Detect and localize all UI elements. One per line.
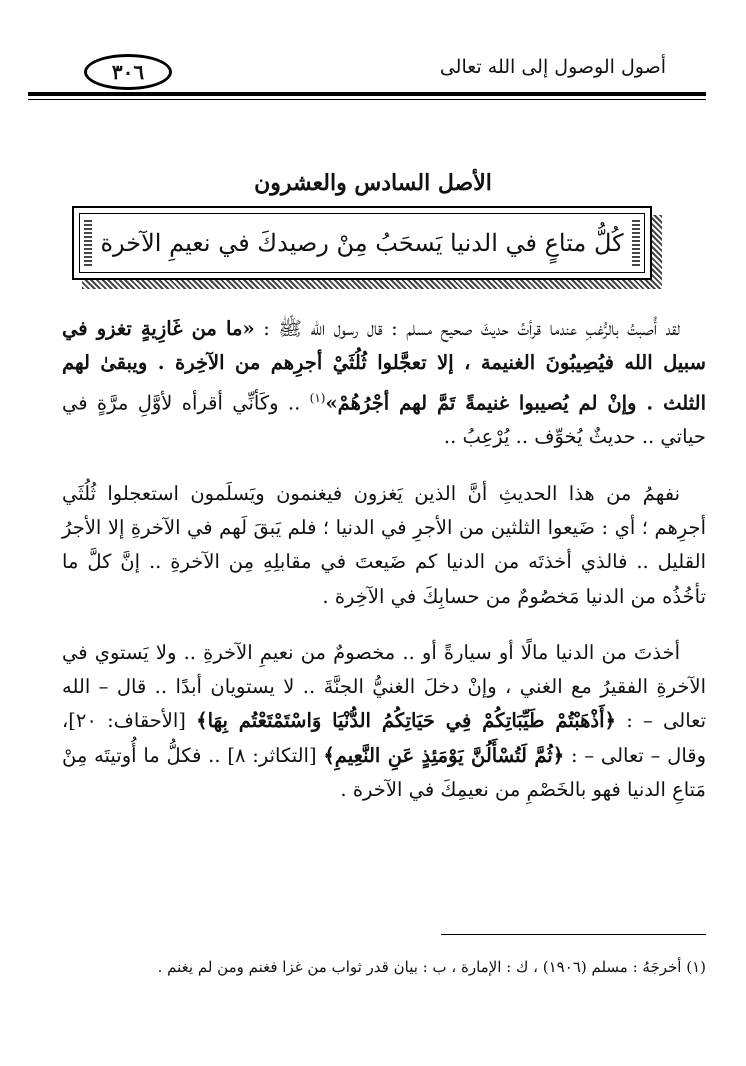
paragraph-text: لقد أُصبتُ بالرُّغبِ عندما قرأتُ حديثَ صحيح مسلم : قال رسول الله ﷺ :: [254, 317, 680, 340]
paragraph-text: [الأحقاف: ٢٠]، وقال – تعالى – :: [62, 709, 707, 767]
title-box-text: كُلُّ متاعٍ في الدنيا يَسحَبُ مِنْ رصيدكَ في نعيمِ الآخرة: [100, 229, 624, 257]
paragraph-text: .. وكَأنِّي أقرأه لأوَّلِ مرَّةٍ في حياتي .. حديثٌ يُخوِّف .. يُرْعِبُ ..: [62, 391, 706, 449]
paragraph-text: نفهمُ من هذا الحديثِ أنَّ الذين يَغزون فيغنمون ويَسلَمون استعجلوا ثُلُثَي أجرِهم ؛ أي : ضَيعوا الثلثين من الأجرِ في الدنيا ؛ فلم يَبقَ لَهم في الآخرةِ إلا الأجرُ القليل .. فالذي أخذتَه من الدنيا كم ضَيعتَ في مقابلِهِ مِن الآخرةِ .. إنَّ كلَّ ما تأخُذُه من الدنيا مَخصُومٌ من حسابِكَ في الآخِرة .: [62, 481, 706, 608]
quoted-text: «ما من غَازِيةٍ تغزو في سبيل الله فيُصِيبُونَ الغنيمة ، إلا تعجَّلوا ثُلُثَيْ أجرِهم من الآخِرة . ويبقىٰ لهم الثلث . وإنْ لم يُصيبوا غنيمةً تَمَّ لهم أجْرُهُمْ»: [62, 317, 706, 415]
paragraph-text: [التكاثر: ٨] .. فكلُّ ما أُوتيتَه مِنْ مَتاعِ الدنيا فهو بالخَصْمِ من نعيمِكَ في الآخرة .: [62, 743, 706, 802]
paragraph: [62, 477, 706, 614]
footnote: (١) أخرجَهُ : مسلم (١٩٠٦) ، ك : الإمارة ، ب : بيان قدر ثواب من غزا فغنم ومن لم يغنم .: [157, 958, 706, 976]
footnote-rule: [441, 934, 706, 935]
page-header: [28, 44, 706, 94]
paragraph-text: أخذتَ من الدنيا مالًا أو سيارةً أو .. مخصومٌ من نعيمِ الآخرةِ .. ولا يَستوي في الآخرةِ الفقيرُ مع الغني ، وإنْ دخلَ الغنيُّ الجنَّةَ .. لا يستويان أبدًا .. قال – الله تعالى – :: [62, 640, 707, 733]
title-box-stripe-right: [632, 220, 640, 266]
quoted-text: ﴿ثُمَّ لَتُسْأَلُنَّ يَوْمَئِذٍ عَنِ النَّعِيمِ﴾: [323, 743, 565, 767]
body-text: [62, 312, 706, 829]
chapter-title: الأصل السادس والعشرون: [254, 170, 492, 196]
page-number: ٣٠٦: [84, 54, 172, 90]
title-box: [72, 206, 652, 280]
paragraph: [62, 636, 706, 807]
quoted-text: ﴿أَذْهَبْتُمْ طَيِّبَاتِكُمْ فِي حَيَاتِكُمُ الدُّنْيَا وَاسْتَمْتَعْتُم بِهَا﴾: [196, 709, 616, 733]
header-rule-thin: [28, 99, 706, 100]
footnote-ref: (١): [309, 390, 326, 405]
header-rule-thick: [28, 92, 706, 96]
book-title: أصول الوصول إلى الله تعالى: [439, 56, 666, 78]
paragraph: [62, 312, 706, 455]
title-box-stripe-left: [84, 220, 92, 266]
